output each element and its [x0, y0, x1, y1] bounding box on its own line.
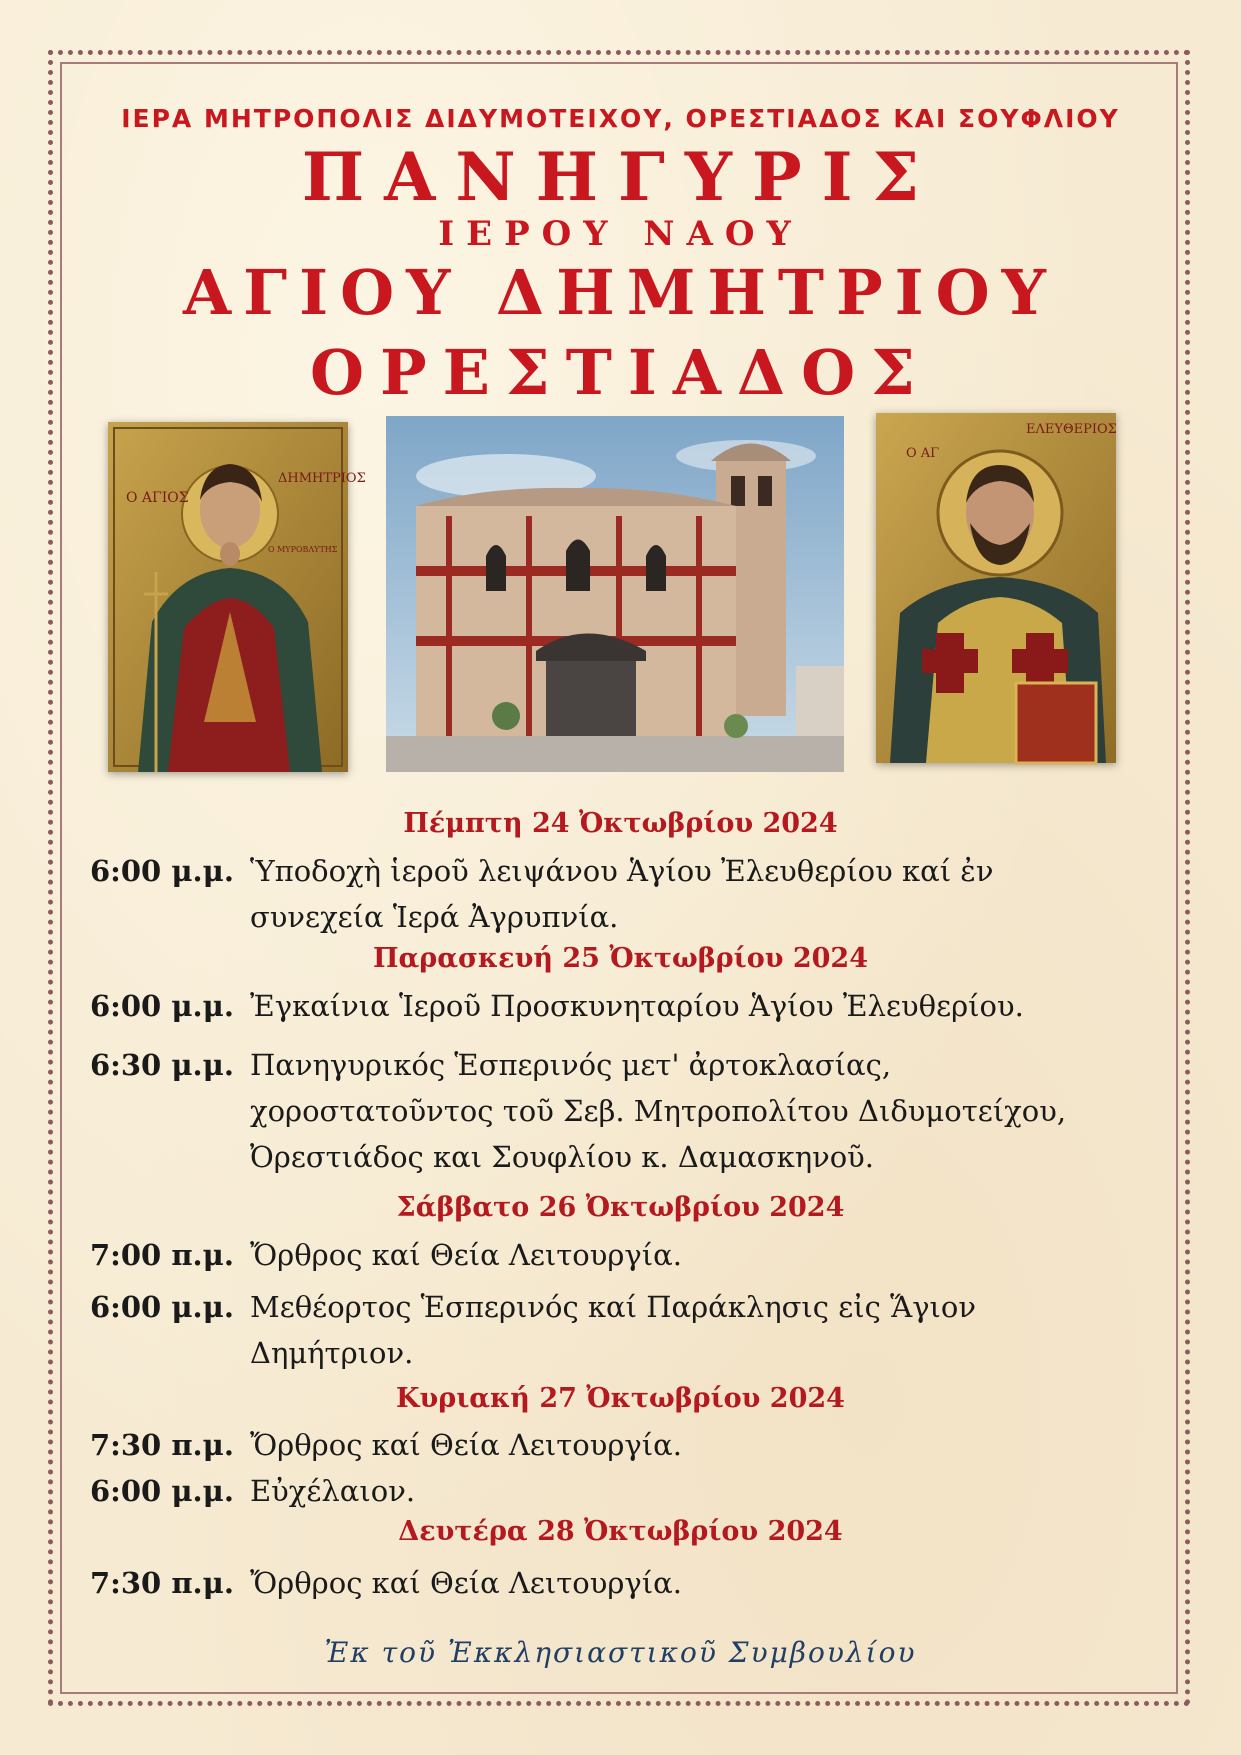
- event-line: Ὄρθρος καί Θεία Λειτουργία.: [250, 1566, 682, 1600]
- event-time: 6:00 μ.μ.: [90, 989, 234, 1023]
- event-line: Μεθέορτος Ἑσπερινός καί Παράκλησις εἰς Ἅγιον: [250, 1290, 977, 1324]
- icon-left-inscription-small: Ο ΜΥΡΟΒΛΥΤΗΣ: [268, 545, 338, 554]
- event-line: Ὄρθρος καί Θεία Λειτουργία.: [250, 1428, 682, 1462]
- event-description: [250, 1284, 1180, 1376]
- icon-saint-demetrios: [108, 422, 366, 772]
- event-line: Δημήτριον.: [250, 1336, 414, 1370]
- poster-subtitle: ΙΕΡΟΥ ΝΑΟΥ: [438, 214, 803, 254]
- event-line: συνεχεία Ἱερά Ἀγρυπνία.: [250, 900, 619, 934]
- event-time: 6:00 μ.μ.: [90, 1290, 234, 1324]
- event-time: 7:00 π.μ.: [90, 1238, 234, 1272]
- event-line: Ὀρεστιάδος και Σουφλίου κ. Δαμασκηνοῦ.: [250, 1140, 875, 1174]
- icon-right-inscription-left: Ο ΑΓ: [906, 446, 940, 461]
- day-heading-thursday: Πέμπτη 24 Ὀκτωβρίου 2024: [403, 808, 838, 839]
- event-line: Εὐχέλαιον.: [250, 1474, 416, 1508]
- church-photo-image: [386, 416, 844, 772]
- saint-eleftherios-image: [876, 413, 1116, 763]
- icon-left-inscription-left: Ο ΑΓΙΟΣ: [126, 490, 189, 506]
- event-time: 6:00 μ.μ.: [90, 854, 234, 888]
- day-heading-saturday: Σάββατο 26 Ὀκτωβρίου 2024: [396, 1192, 845, 1223]
- poster-title: ΠΑΝΗΓΥΡΙΣ: [301, 138, 940, 216]
- church-photo: [386, 416, 844, 772]
- event-description: [250, 1042, 1180, 1180]
- saint-demetrios-image: [108, 422, 366, 772]
- event-line: Ὄρθρος καί Θεία Λειτουργία.: [250, 1238, 682, 1272]
- day-heading-friday: Παρασκευή 25 Ὀκτωβρίου 2024: [373, 943, 868, 974]
- event-description: [250, 983, 1180, 1029]
- event-line: Ὑποδοχὴ ἱεροῦ λειψάνου Ἁγίου Ἐλευθερίου καί ἐν: [250, 854, 994, 888]
- event-line: Πανηγυρικός Ἑσπερινός μετ' ἀρτοκλασίας,: [250, 1048, 892, 1082]
- event-time: 7:30 π.μ.: [90, 1428, 234, 1462]
- event-time: 6:00 μ.μ.: [90, 1474, 234, 1508]
- event-line: χοροστατοῦντος τοῦ Σεβ. Μητροπολίτου Διδυμοτείχου,: [250, 1094, 1067, 1128]
- event-description: [250, 1468, 1180, 1514]
- event-description: [250, 1422, 1180, 1468]
- event-row: [90, 848, 1150, 940]
- icon-right-inscription-right: ΕΛΕΥΘΕΡΙΟΣ: [1026, 422, 1117, 437]
- day-heading-monday: Δευτέρα 28 Ὀκτωβρίου 2024: [398, 1516, 843, 1547]
- event-description: [250, 1232, 1180, 1278]
- footer-signature: Ἐκ τοῦ Ἐκκλησιαστικοῦ Συμβουλίου: [324, 1636, 917, 1669]
- icon-left-inscription-right: ΔΗΜΗΤΡΙΟΣ: [278, 471, 366, 486]
- event-time: 7:30 π.μ.: [90, 1566, 234, 1600]
- event-description: [250, 848, 1180, 940]
- church-name: ΑΓΙΟΥ ΔΗΜΗΤΡΙΟΥ: [183, 256, 1058, 329]
- metropolis-heading: ΙΕΡΑ ΜΗΤΡΟΠΟΛΙΣ ΔΙΔΥΜΟΤΕΙΧΟΥ, ΟΡΕΣΤΙΑΔΟΣ ΚΑΙ ΣΟΥΦΛΙΟΥ: [121, 104, 1120, 133]
- icon-saint-eleftherios: [876, 413, 1116, 763]
- day-heading-sunday: Κυριακή 27 Ὀκτωβρίου 2024: [396, 1383, 845, 1414]
- event-time: 6:30 μ.μ.: [90, 1048, 234, 1082]
- town-name: ΟΡΕΣΤΙΑΔΟΣ: [310, 336, 931, 409]
- event-description: [250, 1560, 1180, 1606]
- event-line: Ἐγκαίνια Ἱεροῦ Προσκυνηταρίου Ἁγίου Ἐλευθερίου.: [250, 989, 1024, 1023]
